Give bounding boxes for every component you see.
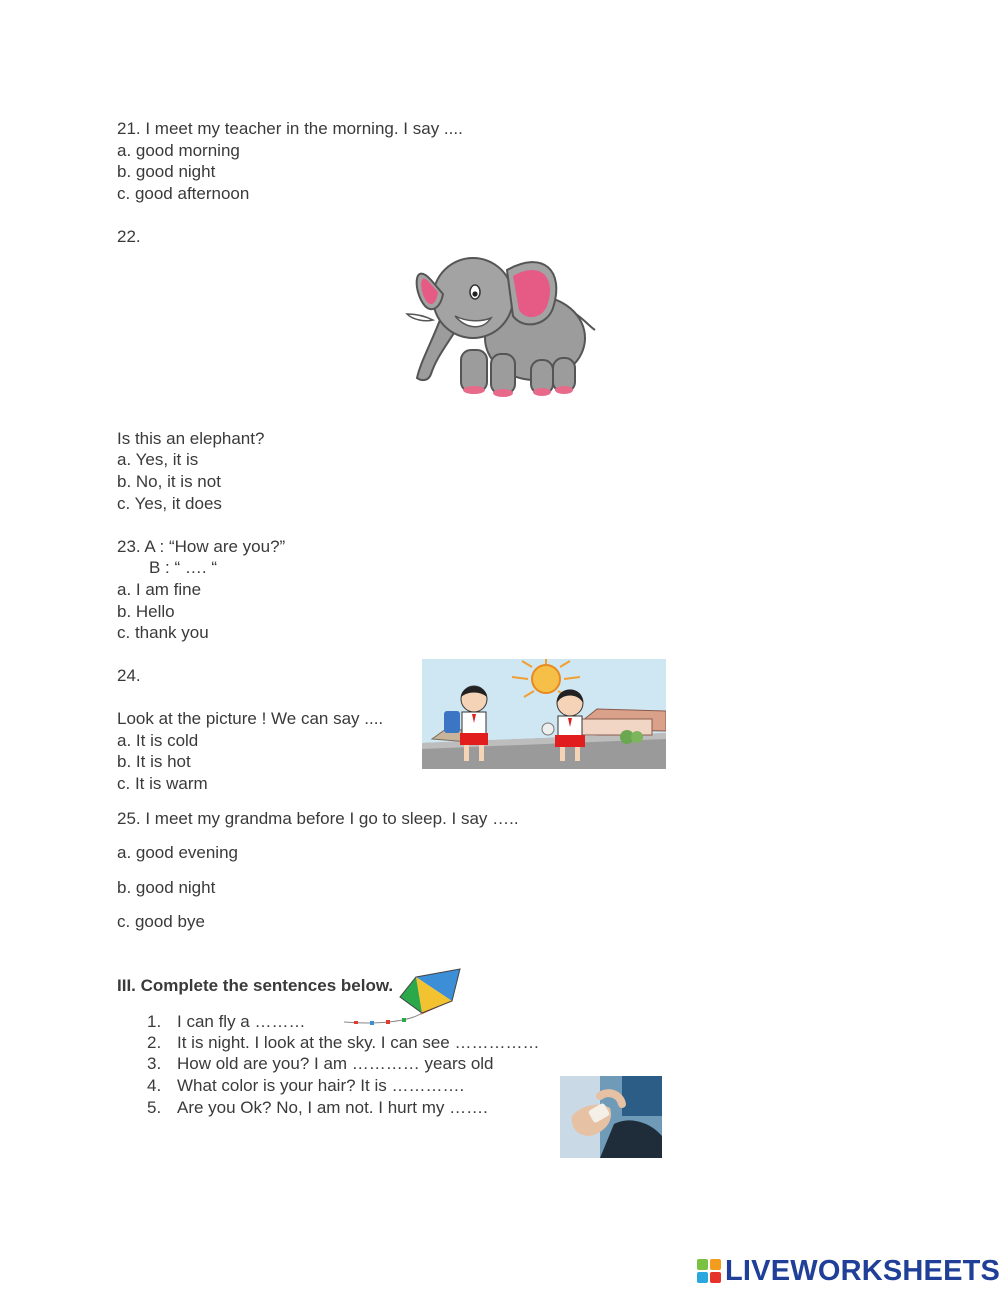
q22-option-b[interactable]: b. No, it is not [117, 472, 221, 491]
q25-option-b[interactable]: b. good night [117, 878, 216, 897]
q21-option-a[interactable]: a. good morning [117, 141, 240, 160]
q24-option-a[interactable]: a. It is cold [117, 731, 199, 750]
q22-number: 22. [117, 227, 141, 246]
list-item-number: 1. [147, 1012, 162, 1031]
q21-option-c[interactable]: c. good afternoon [117, 184, 250, 203]
section3-heading: III. Complete the sentences below. [117, 976, 394, 995]
list-item-text[interactable]: I can fly a ……… [177, 1012, 306, 1031]
list-item-number: 2. [147, 1033, 162, 1052]
q22-option-c[interactable]: c. Yes, it does [117, 494, 222, 513]
q21-option-b[interactable]: b. good night [117, 162, 216, 181]
list-item-number: 3. [147, 1054, 162, 1073]
q23-line-b: B : “ …. “ [149, 558, 217, 577]
list-item-text[interactable]: Are you Ok? No, I am not. I hurt my ……. [177, 1098, 488, 1117]
q22-option-a[interactable]: a. Yes, it is [117, 450, 199, 469]
q24-option-b[interactable]: b. It is hot [117, 752, 191, 771]
brand-name: LIVEWORKSHEETS [725, 1254, 1000, 1287]
list-item [147, 1098, 488, 1118]
list-item [147, 1076, 464, 1096]
list-item-text[interactable]: How old are you? I am ………… years old [177, 1054, 494, 1073]
liveworksheets-brand [697, 1254, 1000, 1288]
q25-option-a[interactable]: a. good evening [117, 843, 238, 862]
q23-option-b[interactable]: b. Hello [117, 602, 175, 621]
q24-option-c[interactable]: c. It is warm [117, 774, 208, 793]
hot-weather-illustration [422, 659, 666, 769]
list-item-number: 4. [147, 1076, 162, 1095]
q25-question: 25. I meet my grandma before I go to sleep. I say ….. [117, 809, 519, 828]
q21-question: 21. I meet my teacher in the morning. I say .... [117, 119, 463, 138]
kite-icon [340, 967, 468, 1029]
list-item [147, 1033, 540, 1053]
list-item [147, 1012, 305, 1032]
list-item-text[interactable]: It is night. I look at the sky. I can see …………… [177, 1033, 540, 1052]
hurt-hand-photo [560, 1076, 662, 1158]
elephant-illustration [403, 250, 603, 405]
list-item-number: 5. [147, 1098, 162, 1117]
q24-number: 24. [117, 666, 141, 685]
q23-option-c[interactable]: c. thank you [117, 623, 209, 642]
list-item [147, 1054, 494, 1074]
q22-question: Is this an elephant? [117, 429, 265, 448]
q24-question: Look at the picture ! We can say .... [117, 709, 384, 728]
q23-line-a: 23. A : “How are you?” [117, 537, 286, 556]
liveworksheets-logo-icon [697, 1259, 721, 1283]
q25-option-c[interactable]: c. good bye [117, 912, 205, 931]
q23-option-a[interactable]: a. I am fine [117, 580, 202, 599]
list-item-text[interactable]: What color is your hair? It is …………. [177, 1076, 465, 1095]
